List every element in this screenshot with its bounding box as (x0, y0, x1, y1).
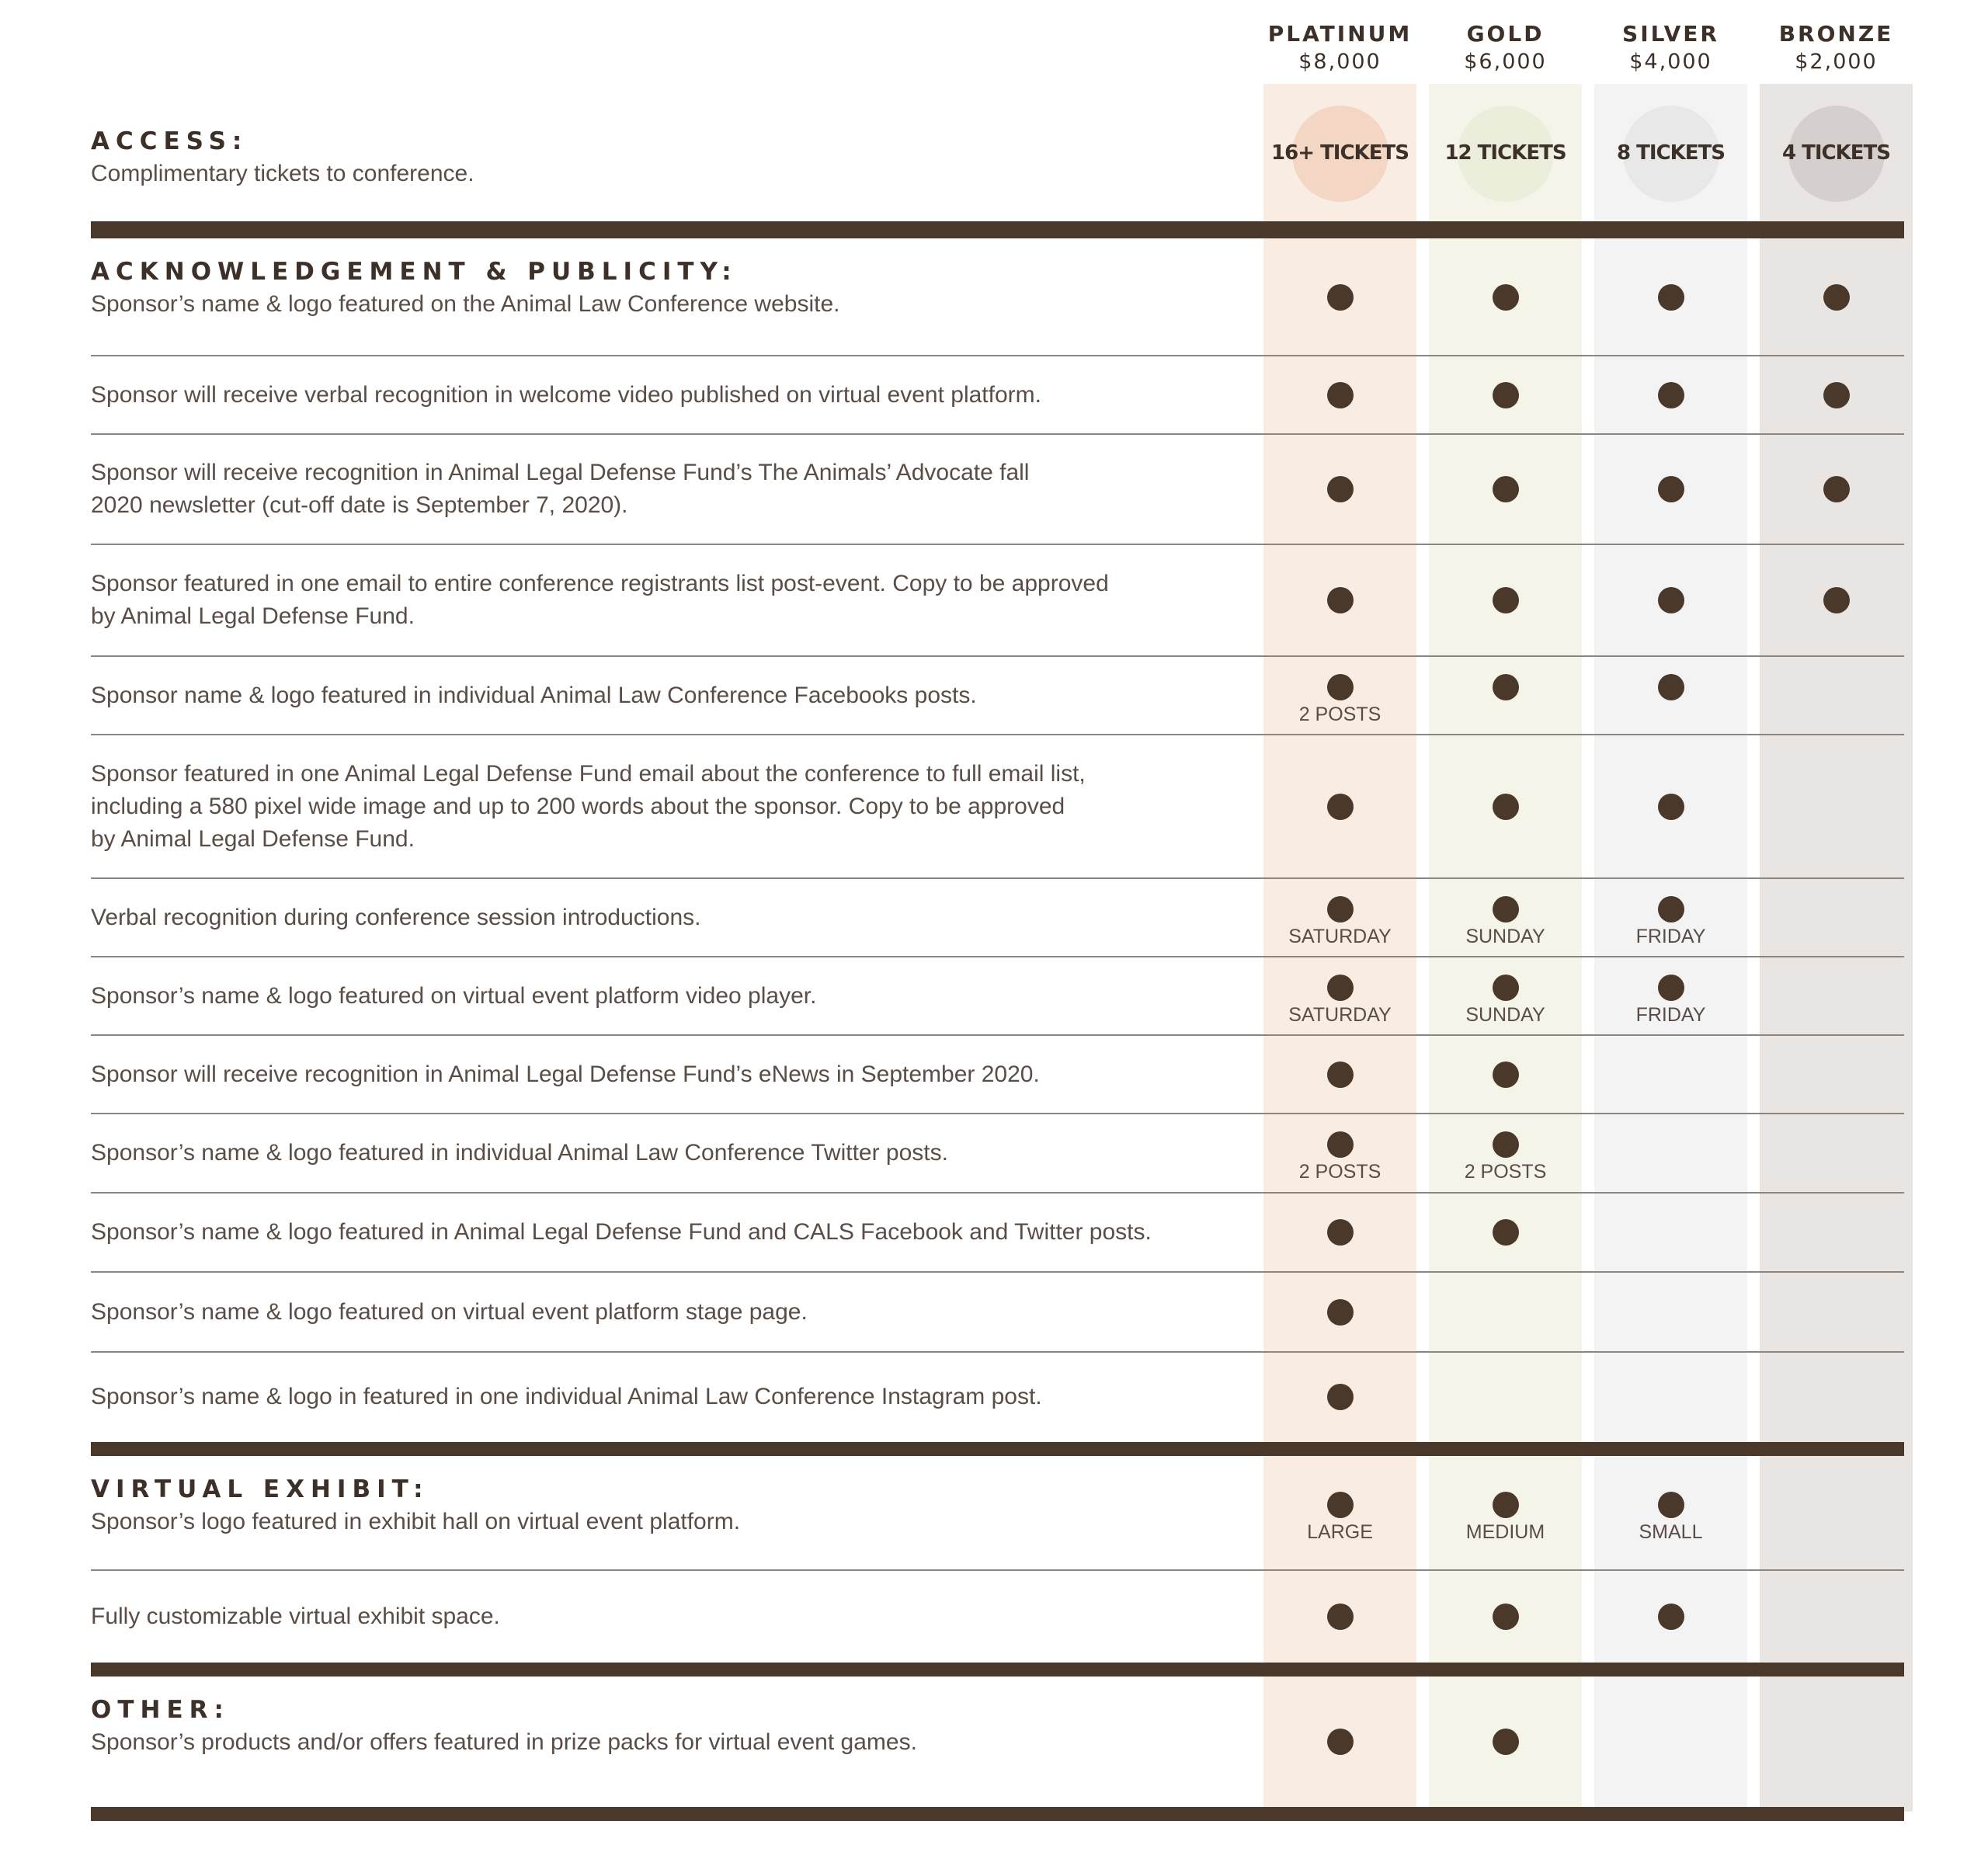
row-divider (91, 734, 1904, 735)
tier-name: PLATINUM (1267, 21, 1413, 47)
tier-column-platinum (1263, 84, 1416, 1812)
row-divider (91, 544, 1904, 545)
section-title: OTHER: (91, 1696, 230, 1724)
benefit-description: Sponsor’s name & logo in featured in one individual Animal Law Conference Instagram post. (91, 1384, 1042, 1409)
row-divider (91, 1113, 1904, 1114)
benefit-description: Sponsor featured in one email to entire conference registrants list post-event. Copy to be approved by Animal Legal Defense Fund. (91, 571, 1109, 629)
tier-header-bronze (1760, 20, 1913, 76)
included-dot-icon (1327, 1219, 1354, 1246)
included-dot-icon (1493, 1492, 1519, 1518)
row-divider (91, 877, 1904, 879)
benefit-note: 2 POSTS (1298, 703, 1382, 725)
tier-header-gold (1429, 20, 1582, 76)
benefit-note: SUNDAY (1465, 925, 1545, 947)
row-divider (91, 1569, 1904, 1571)
section-divider (91, 1442, 1904, 1456)
included-dot-icon (1493, 1219, 1519, 1246)
row-divider (91, 433, 1904, 435)
benefit-description: Sponsor’s name & logo featured in individual Animal Law Conference Twitter posts. (91, 1140, 948, 1166)
included-dot-icon (1327, 1729, 1354, 1755)
included-dot-icon (1327, 1131, 1354, 1158)
included-dot-icon (1327, 476, 1354, 502)
included-dot-icon (1327, 1299, 1354, 1326)
benefit-note: FRIDAY (1635, 925, 1706, 947)
included-dot-icon (1493, 674, 1519, 700)
benefit-note: 2 POSTS (1298, 1161, 1382, 1183)
included-dot-icon (1327, 1604, 1354, 1630)
tier-header-silver (1594, 20, 1747, 76)
row-divider (91, 1351, 1904, 1353)
benefit-description: Sponsor name & logo featured in individual Animal Law Conference Facebooks posts. (91, 682, 977, 708)
benefit-note: SUNDAY (1465, 1003, 1545, 1026)
included-dot-icon (1658, 587, 1684, 613)
tier-header-platinum (1263, 20, 1416, 76)
included-dot-icon (1493, 1131, 1519, 1158)
included-dot-icon (1493, 1062, 1519, 1088)
included-dot-icon (1658, 674, 1684, 700)
benefit-note: SATURDAY (1288, 925, 1392, 947)
row-divider (91, 1192, 1904, 1194)
included-dot-icon (1327, 587, 1354, 613)
row-divider (91, 1271, 1904, 1273)
row-divider (91, 655, 1904, 657)
tier-column-gold (1429, 84, 1582, 1812)
tier-name: GOLD (1466, 21, 1545, 47)
section-title: ACKNOWLEDGEMENT & PUBLICITY: (91, 258, 738, 286)
ticket-count: 8 TICKETS (1616, 141, 1725, 165)
tier-price: $2,000 (1795, 50, 1878, 74)
access-description: Complimentary tickets to conference. (91, 161, 474, 186)
included-dot-icon (1658, 284, 1684, 311)
included-dot-icon (1658, 1604, 1684, 1630)
included-dot-icon (1493, 896, 1519, 923)
section-title-access: ACCESS: (91, 127, 248, 155)
benefit-description: Sponsor will receive recognition in Animal Legal Defense Fund’s eNews in September 2020. (91, 1061, 1040, 1087)
included-dot-icon (1658, 382, 1684, 408)
included-dot-icon (1327, 794, 1354, 820)
benefit-description: Sponsor’s logo featured in exhibit hall on virtual event platform. (91, 1509, 741, 1534)
benefit-note: 2 POSTS (1464, 1161, 1547, 1183)
included-dot-icon (1327, 382, 1354, 408)
benefit-note: FRIDAY (1635, 1003, 1706, 1026)
benefit-description: Fully customizable virtual exhibit space. (91, 1603, 500, 1629)
section-divider (91, 1663, 1904, 1677)
benefit-description: Sponsor’s name & logo featured in Animal Legal Defense Fund and CALS Facebook and Twitter posts. (91, 1219, 1152, 1245)
row-divider (91, 956, 1904, 957)
benefit-description: Sponsor will receive recognition in Animal Legal Defense Fund’s The Animals’ Advocate fall 2020 newsletter (cut-off date is September 7, 2020). (91, 460, 1030, 518)
included-dot-icon (1823, 284, 1850, 311)
included-dot-icon (1493, 476, 1519, 502)
included-dot-icon (1658, 975, 1684, 1001)
included-dot-icon (1327, 896, 1354, 923)
section-title: VIRTUAL EXHIBIT: (91, 1475, 429, 1503)
row-divider (91, 355, 1904, 356)
included-dot-icon (1493, 587, 1519, 613)
benefit-description: Sponsor’s name & logo featured on virtual event platform video player. (91, 982, 817, 1009)
included-dot-icon (1823, 382, 1850, 408)
included-dot-icon (1327, 1492, 1354, 1518)
benefit-description: Sponsor’s products and/or offers featured in prize packs for virtual event games. (91, 1729, 917, 1755)
included-dot-icon (1493, 284, 1519, 311)
included-dot-icon (1327, 1384, 1354, 1410)
section-divider (91, 1807, 1904, 1821)
included-dot-icon (1658, 476, 1684, 502)
included-dot-icon (1493, 1604, 1519, 1630)
tier-price: $4,000 (1629, 50, 1712, 74)
included-dot-icon (1493, 794, 1519, 820)
benefit-description: Sponsor will receive verbal recognition in welcome video published on virtual event platform. (91, 381, 1041, 408)
tier-column-bronze (1760, 84, 1913, 1812)
section-divider (91, 221, 1904, 238)
tier-column-silver (1594, 84, 1747, 1812)
included-dot-icon (1658, 794, 1684, 820)
benefit-description: Sponsor’s name & logo featured on virtual event platform stage page. (91, 1298, 808, 1325)
benefit-description: Sponsor featured in one Animal Legal Defense Fund email about the conference to full email list, including a 580 pixel wide image and up to 200 words about the sponsor. Copy to be approved by Animal Legal Defense Fund. (91, 760, 1086, 852)
included-dot-icon (1327, 1062, 1354, 1088)
included-dot-icon (1658, 1492, 1684, 1518)
benefit-note: SATURDAY (1288, 1003, 1392, 1026)
included-dot-icon (1493, 975, 1519, 1001)
tier-name: SILVER (1622, 21, 1719, 47)
benefit-description: Sponsor’s name & logo featured on the Animal Law Conference website. (91, 291, 840, 317)
benefit-note: MEDIUM (1465, 1520, 1545, 1543)
ticket-count: 12 TICKETS (1444, 141, 1566, 165)
included-dot-icon (1493, 1729, 1519, 1755)
benefit-description: Verbal recognition during conference session introductions. (91, 904, 701, 930)
included-dot-icon (1823, 476, 1850, 502)
included-dot-icon (1327, 284, 1354, 311)
included-dot-icon (1327, 975, 1354, 1001)
ticket-count: 16+ TICKETS (1271, 141, 1409, 165)
row-divider (91, 1034, 1904, 1036)
included-dot-icon (1327, 674, 1354, 700)
tier-price: $8,000 (1298, 50, 1382, 74)
benefit-note: SMALL (1639, 1520, 1703, 1543)
tier-name: BRONZE (1778, 21, 1894, 47)
included-dot-icon (1493, 382, 1519, 408)
tier-price: $6,000 (1464, 50, 1547, 74)
benefit-note: LARGE (1307, 1520, 1373, 1543)
ticket-count: 4 TICKETS (1781, 141, 1890, 165)
included-dot-icon (1658, 896, 1684, 923)
included-dot-icon (1823, 587, 1850, 613)
